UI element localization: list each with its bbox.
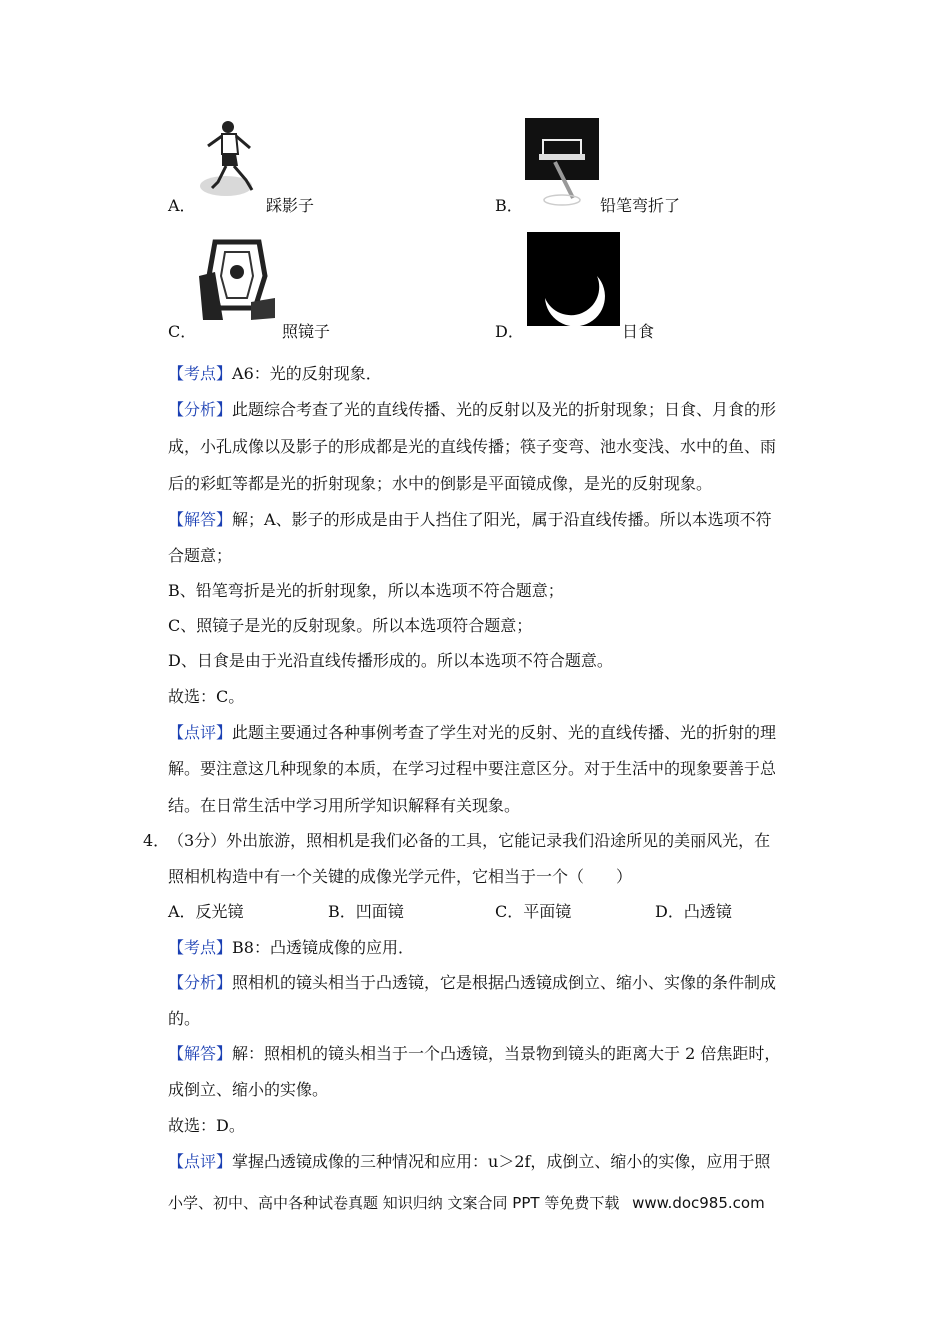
mirror-image <box>195 236 279 324</box>
jieda-tag: 【解答】 <box>168 1044 233 1063</box>
kaodian-text: B8：凸透镜成像的应用． <box>232 938 414 957</box>
q3-dianping-line2: 解。要注意这几种现象的本质，在学习过程中要注意区分。对于生活中的现象要善于总 <box>168 759 777 778</box>
option-d-letter: D． <box>495 322 524 341</box>
kaodian-tag: 【考点】 <box>168 938 233 957</box>
footer-site-link[interactable]: www.doc985.com <box>632 1194 765 1212</box>
q3-line-d: D、日食是由于光沿直线传播形成的。所以本选项不符合题意。 <box>168 651 613 670</box>
shadow-stepping-image <box>196 118 266 200</box>
q4-fenxi-line2: 的。 <box>168 1009 201 1028</box>
footer-text: 小学、初中、高中各种试卷真题 知识归纳 文案合同 PPT 等免费下载 <box>168 1194 620 1212</box>
kaodian-text: A6：光的反射现象． <box>232 364 382 383</box>
page-footer <box>168 1192 765 1213</box>
option-a-caption: 踩影子 <box>266 196 315 215</box>
q4-number: 4． <box>143 831 170 850</box>
q4-option-b: B．凹面镜 <box>328 902 404 921</box>
q4-fenxi <box>168 973 776 993</box>
q4-guxuan: 故选：D。 <box>168 1116 245 1135</box>
q3-fenxi <box>168 400 776 420</box>
q3-guxuan: 故选：C。 <box>168 687 245 706</box>
option-b-caption: 铅笔弯折了 <box>600 196 681 215</box>
q4-kaodian <box>168 938 414 958</box>
jieda-line: 解：照相机的镜头相当于一个凸透镜，当景物到镜头的距离大于 2 倍焦距时， <box>232 1044 781 1063</box>
q4-stem-line2: 照相机构造中有一个关键的成像光学元件，它相当于一个（ ） <box>168 867 633 886</box>
jieda-line: 解；A、影子的形成是由于人挡住了阳光，属于沿直线传播。所以本选项不符 <box>232 510 772 529</box>
option-a-letter: A． <box>168 196 196 215</box>
dianping-line: 掌握凸透镜成像的三种情况和应用：u＞2f，成倒立、缩小的实像，应用于照 <box>232 1152 771 1171</box>
q4-option-d: D．凸透镜 <box>655 902 732 921</box>
dianping-tag: 【点评】 <box>168 723 233 742</box>
option-c-caption: 照镜子 <box>282 322 331 341</box>
option-d-caption: 日食 <box>622 322 655 341</box>
dianping-tag: 【点评】 <box>168 1152 233 1171</box>
q4-jieda-line2: 成倒立、缩小的实像。 <box>168 1080 329 1099</box>
q4-option-c: C．平面镜 <box>495 902 572 921</box>
q3-dianping <box>168 723 776 743</box>
bent-pencil-image <box>525 118 599 210</box>
fenxi-line: 此题综合考查了光的直线传播、光的反射以及光的折射现象；日食、月食的形 <box>232 400 777 419</box>
q3-jieda-line2: 合题意； <box>168 546 233 565</box>
q3-jieda <box>168 510 772 530</box>
kaodian-tag: 【考点】 <box>168 364 233 383</box>
q3-line-b: B、铅笔弯折是光的折射现象，所以本选项不符合题意； <box>168 581 564 600</box>
option-b-letter: B． <box>495 196 523 215</box>
q3-line-c: C、照镜子是光的反射现象。所以本选项符合题意； <box>168 616 533 635</box>
fenxi-line: 照相机的镜头相当于凸透镜，它是根据凸透镜成倒立、缩小、实像的条件制成 <box>232 973 777 992</box>
dianping-line: 此题主要通过各种事例考查了学生对光的反射、光的直线传播、光的折射的理 <box>232 723 777 742</box>
q4-jieda <box>168 1044 780 1064</box>
q4-dianping <box>168 1152 770 1172</box>
q3-fenxi-line3: 后的彩虹等都是光的折射现象；水中的倒影是平面镜成像，是光的反射现象。 <box>168 474 713 493</box>
q4-option-a: A．反光镜 <box>168 902 244 921</box>
q3-dianping-line3: 结。在日常生活中学习用所学知识解释有关现象。 <box>168 796 521 815</box>
q3-fenxi-line2: 成，小孔成像以及影子的形成都是光的直线传播；筷子变弯、池水变浅、水中的鱼、雨 <box>168 437 777 456</box>
option-c-letter: C． <box>168 322 197 341</box>
fenxi-tag: 【分析】 <box>168 973 233 992</box>
q3-kaodian <box>168 364 382 384</box>
q4-stem-line1: （3分）外出旅游，照相机是我们必备的工具，它能记录我们沿途所见的美丽风光，在 <box>168 831 771 850</box>
solar-eclipse-image <box>527 232 620 326</box>
fenxi-tag: 【分析】 <box>168 400 233 419</box>
jieda-tag: 【解答】 <box>168 510 233 529</box>
